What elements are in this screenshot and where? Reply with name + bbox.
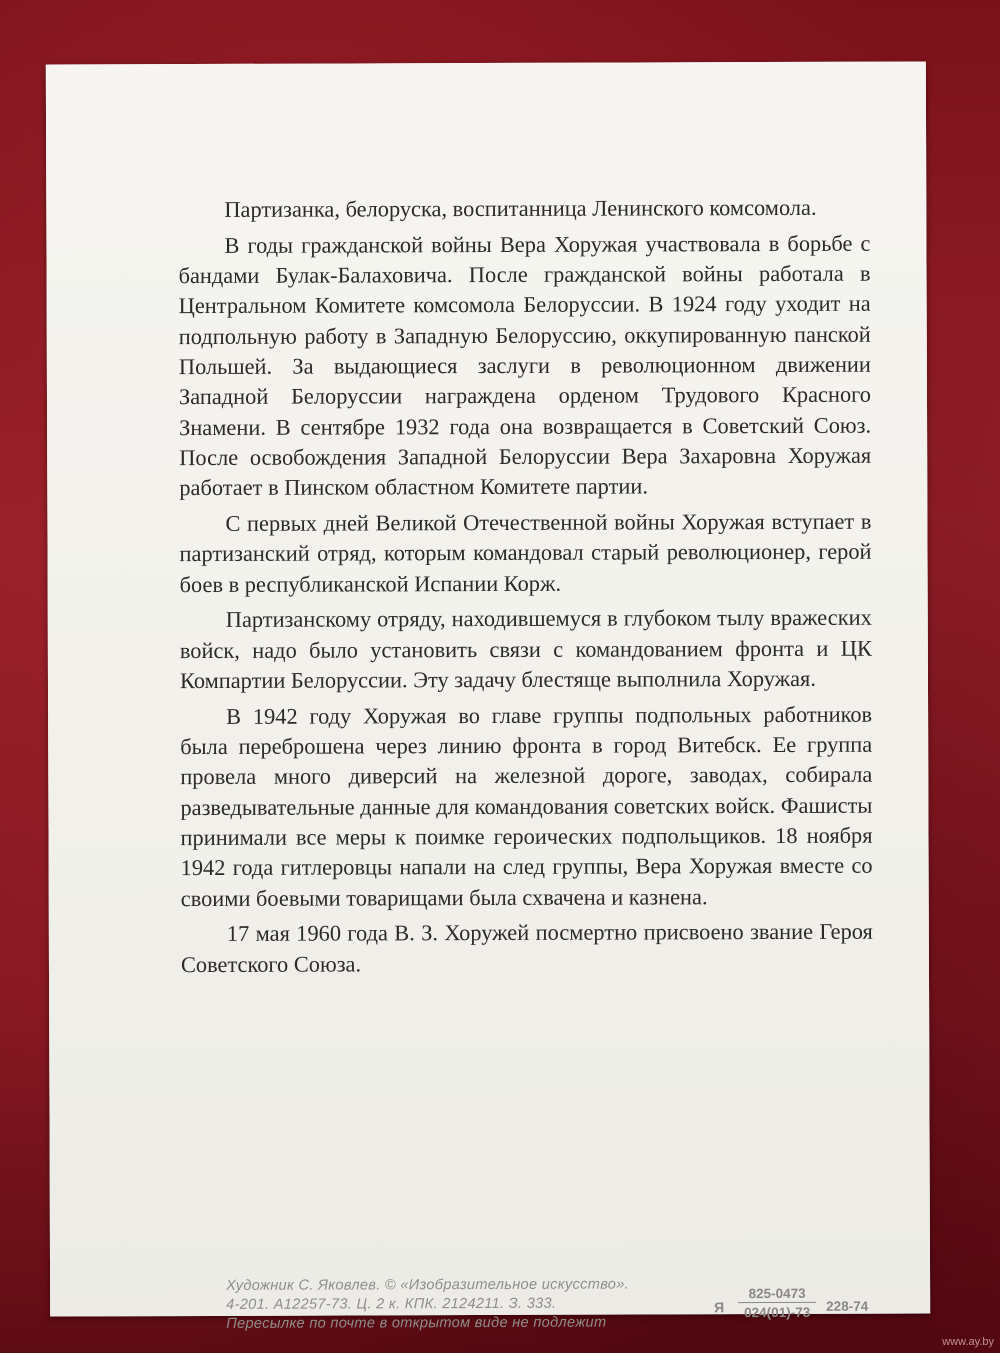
paragraph-partisan: С первых дней Великой Отечественной войны Хоружая вступает в партизанский отряд, которым командовал старый революционер, герой боев в республиканской Испании Корж. <box>179 508 872 597</box>
index-fraction <box>738 1286 816 1320</box>
paragraph-intro: Партизанка, белоруска, воспитанница Ленинского комсомола. <box>224 194 817 222</box>
index-suffix: 228-74 <box>826 1298 869 1314</box>
paragraph-biography: В годы гражданской войны Вера Хоружая участвовала в борьбе с бандами Булак-Балаховича. После гражданской войны работала в Центральном Комитете комсомола Белоруссии. В 1924 году уходит на подпольную работу в Западную Белоруссию, оккупированную панской Польшей. За выдающиеся заслуги в революционном движении Западной Белоруссии награждена орденом Трудового Красного Знамени. В сентябре 1932 года она возвращается в Советский Союз. После освобождения Западной Белоруссии Вера Захаровна Хоружая работает в Пинском областном Комитете партии. <box>178 230 872 501</box>
paragraph-hero-title: 17 мая 1960 года В. З. Хоружей посмертно присвоено звание Героя Советского Союза. <box>180 918 873 977</box>
paragraph-vitebsk: В 1942 году Хоружая во главе группы подпольных работников была переброшена через линию фронта в город Витебск. Ее группа провела много диверсий на железной дороге, заводах, собирала разведывательные данные для командования советских войск. Фашисты принимали все меры к поимке героических подпольщиков. 18 ноября 1942 года гитлеровцы напали на след группы, Вера Хоружая вместе со своими боевыми товарищами была схвачена и казнена. <box>180 701 873 911</box>
index-numerator: 825-0473 <box>738 1286 816 1303</box>
imprint-artist-line: Художник С. Яковлев. © «Изобразительное искусство». <box>226 1276 629 1294</box>
postcard-back <box>46 61 930 1332</box>
index-denominator: 024(01)-73 <box>744 1304 811 1321</box>
paragraph-mission: Партизанскому отряду, находившемуся в глубоком тылу вражеских войск, надо было установить связи с командованием фронта и ЦК Компартии Белоруссии. Эту задачу блестяще выполнила Хоружая. <box>179 605 872 694</box>
index-letter: Я <box>714 1299 725 1316</box>
imprint-postal-notice: Пересылке по почте в открытом виде не подлежит <box>226 1314 607 1332</box>
site-watermark: www.ay.by <box>942 1336 994 1348</box>
biography-text <box>178 193 873 986</box>
imprint-catalog-line: 4-201. А12257-73. Ц. 2 к. КПК. 2124211. З. 333. <box>226 1295 557 1313</box>
